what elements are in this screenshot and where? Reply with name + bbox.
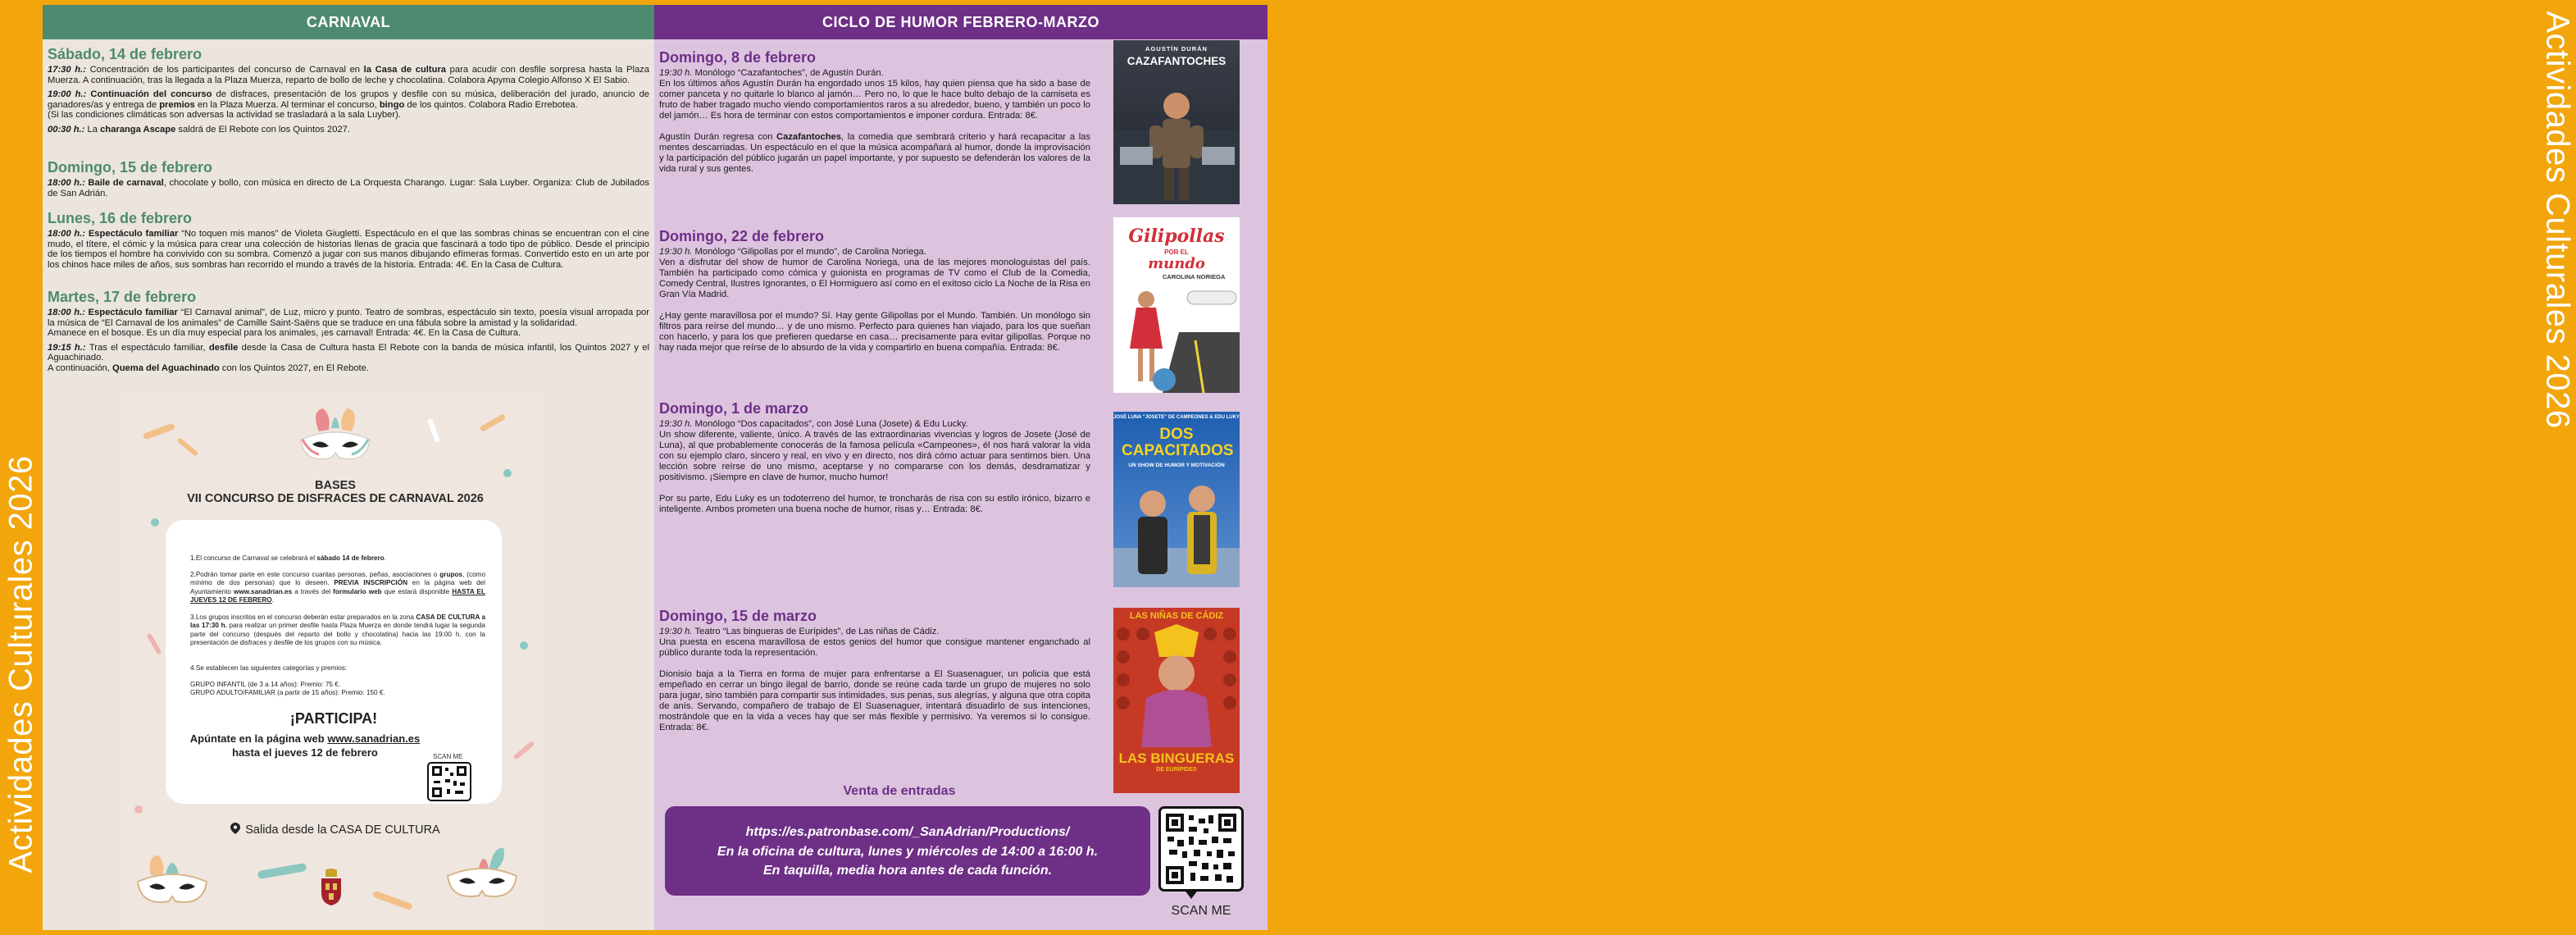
flyer-heading-bases: BASES — [315, 479, 356, 492]
right-side-band — [1268, 0, 2576, 935]
day-sabado-14 — [48, 46, 649, 139]
poster-artist: JOSÉ LUNA "JOSETE" DE CAMPEONES & EDU LUKY — [1113, 415, 1240, 420]
event-domingo-15-marzo — [659, 608, 1090, 744]
scan-me-label: SCAN ME — [433, 753, 463, 760]
poster-title: CAZAFANTOCHES — [1126, 55, 1227, 67]
confetti-streamer — [427, 418, 440, 443]
poster-cazafantoches — [1113, 40, 1240, 204]
signup-text-line2: hasta el jueves 12 de febrero — [232, 746, 378, 759]
rules-card — [166, 520, 502, 804]
tickets-box — [665, 806, 1150, 896]
prize-infantil: GRUPO INFANTIL (de 3 a 14 años): Premio: 75 €. — [190, 681, 341, 688]
confetti-dot — [134, 805, 143, 814]
prize-adulto: GRUPO ADULTO/FAMILIAR (a partir de 15 años): Premio: 150 €. — [190, 689, 385, 696]
humor-header: CICLO DE HUMOR FEBRERO-MARZO — [654, 5, 1268, 39]
day-martes-17 — [48, 289, 649, 378]
signup-website-link[interactable]: www.sanadrian.es — [327, 732, 421, 745]
carnaval-panel — [43, 5, 654, 930]
departure-text: Salida desde la CASA DE CULTURA — [245, 823, 440, 837]
qr-code-icon — [1166, 814, 1236, 884]
event-paragraph: Por su parte, Edu Luky es un todoterreno del humor, te troncharás de risa con su estilo irónico, bizarro e inteligente. Ambos prometen una buena noche de humor, risas y… Entrada: 8€. — [659, 494, 1090, 514]
day-title: Lunes, 16 de febrero — [48, 210, 193, 226]
day-title: Martes, 17 de febrero — [48, 289, 197, 305]
poster-title: mundo — [1148, 255, 1205, 272]
tickets-qr-code-icon[interactable] — [1158, 806, 1244, 892]
event-paragraph: 19:30 h. Monólogo “Cazafantoches”, de Agustín Durán. En los últimos años Agustín Durán ha engordado unos 15 kilos, hay quien piensa que ha sido a base de comer panceta y no quitarle lo blanco al jamón… Pero no, lo que le hace bulto debajo de la camiseta es fruto de haber tragado mucho viendo comportamientos raros a su alrededor, bueno, y también un poco lo del jamón… Es hora de terminar con estos comportamientos e imponer cordura. Entrada: 8€. — [659, 68, 1090, 121]
signup-text — [174, 732, 436, 759]
carnival-mask-icon — [294, 407, 376, 469]
side-title-right: Actividades Culturales 2026 — [2539, 11, 2576, 429]
poster-dos-capacitados — [1113, 412, 1240, 587]
event-domingo-1-marzo — [659, 400, 1090, 526]
participa-heading: ¡PARTICIPA! — [289, 710, 378, 727]
confetti-dot — [503, 469, 512, 477]
event-title: Domingo, 8 de febrero — [659, 49, 817, 66]
confetti-streamer — [177, 437, 199, 457]
poster-artist: CAROLINA NORIEGA — [1163, 273, 1226, 280]
departure-note — [126, 823, 544, 837]
rule-item: 2.Podrán tomar parte en este concurso cuantas personas, peñas, asociaciones o grupos, (como mínimo de dos personas) que lo deseen. PREVIA INSCRIPCIÓN en la página web del Ayuntamiento www.sanadrian.es a través del formulario web que estará disponible HASTA EL JUEVES 12 DE FEBRERO. — [190, 571, 486, 604]
event-paragraph: 19:30 h. Teatro “Las bingueras de Eurípides”, de Las niñas de Cádiz. Una puesta en escena maravillosa de estos genios del humor que consigue mantener enganchado al público durante toda la representación. — [659, 627, 1090, 658]
poster-artist: LAS NIÑAS DE CÁDIZ — [1129, 611, 1224, 621]
carnival-contest-flyer — [126, 395, 544, 928]
confetti-dot — [151, 518, 159, 527]
event-domingo-22 — [659, 228, 1090, 364]
confetti-streamer — [146, 632, 162, 654]
qr-code-icon[interactable] — [428, 763, 471, 800]
event-paragraph: 19:30 h. Monólogo “Gilipollas por el mundo”, de Carolina Noriega. Ven a disfrutar del show de humor de Carolina Noriega, una de las mejores monologuistas del país. También ha participado como cómica y guionista en programas de TV como el Club de la Comedia, Comedy Central, Ilustres Ignorantes, o El Hormiguero así como en el exitoso ciclo La Noche de la Risa en Gran Vía Madrid. — [659, 247, 1090, 299]
signup-text-line1: Apúntate en la página web — [189, 732, 328, 745]
event-paragraph: 17:30 h.: Concentración de los participantes del concurso de Carnaval en la Casa de cultura para acudir con desfile sorpresa hasta la Plaza Muerza. A continuación, tras la llegada a la Plaza Muerza, reparto de bollo de leche y chocolatina. Colabora Apyma Colegio Alfonso X El Sabio. — [48, 65, 649, 85]
event-domingo-8 — [659, 49, 1090, 185]
day-lunes-16 — [48, 210, 649, 274]
confetti-streamer — [513, 741, 535, 760]
event-paragraph: 19:15 h.: Tras el espectáculo familiar, desfile desde la Casa de Cultura hasta El Rebote con la banda de música infantil, los Quintos 2027 y el Aguachinado. A continuación, Quema del Aguachinado con los Quintos 2027, en El Rebote. — [48, 342, 649, 373]
day-title: Domingo, 15 de febrero — [48, 159, 213, 176]
event-title: Domingo, 22 de febrero — [659, 228, 825, 244]
poster-title: LAS BINGUERAS — [1118, 750, 1235, 766]
event-paragraph: 18:00 h.: Espectáculo familiar “El Carnaval animal”, de Luz, micro y punto. Teatro de sombras, espectáculo sin texto, poesía visual arropada por la música de “El Carnaval de los animales” de Camille Saint-Saëns que se traduce en una fábula sobre la amistad y la solidaridad. Amanece en el bosque. Es un día muy especial para los animales, ¡es carnaval! Entrada: 4€. En la Casa de Cultura. — [48, 308, 650, 339]
poster-artist: AGUSTÍN DURÁN — [1145, 45, 1208, 52]
comedians-figure-image — [1113, 474, 1240, 587]
town-coat-of-arms-icon — [319, 867, 344, 906]
poster-las-bingueras — [1113, 608, 1240, 793]
tickets-box-office: En taquilla, media hora antes de cada función. — [762, 864, 1053, 878]
event-paragraph: 18:00 h.: Baile de carnaval, chocolate y bollo, con música en directo de La Orquesta Charango. Lugar: Sala Luyber. Organiza: Club de Jubilados de San Adrián. — [48, 178, 650, 198]
rule-item: 1.El concurso de Carnaval se celebrará el sábado 14 de febrero. — [190, 554, 386, 562]
poster-gilipollas — [1113, 217, 1240, 393]
rule-item: 4.Se establecen las siguientes categorías y premios: — [190, 664, 348, 672]
event-title: Domingo, 1 de marzo — [659, 400, 809, 417]
tickets-title: Venta de entradas — [843, 784, 956, 798]
comedian-figure-image — [1113, 283, 1240, 393]
carnival-mask-icon — [444, 845, 520, 905]
confetti-streamer — [143, 422, 175, 440]
poster-title: DOS CAPACITADOS — [1122, 426, 1234, 459]
tickets-scan-me-label: SCAN ME — [1171, 904, 1231, 918]
flyer-heading-contest: VII CONCURSO DE DISFRACES DE CARNAVAL 2026 — [187, 492, 484, 505]
tickets-url-link[interactable]: https://es.patronbase.com/_SanAdrian/Productions/ — [745, 825, 1070, 839]
event-paragraph: 00:30 h.: La charanga Ascape saldrá de El Rebote con los Quintos 2027. — [48, 124, 351, 135]
comedian-figure-image — [1113, 73, 1240, 204]
day-title: Sábado, 14 de febrero — [48, 46, 203, 62]
side-title-left: Actividades Culturales 2026 — [2, 455, 39, 873]
day-domingo-15 — [48, 159, 649, 203]
event-paragraph: 19:30 h. Monólogo “Dos capacitados”, con José Luna (Josete) & Edu Lucky. Un show diferente, valiente, único. A través de las extraordinarias vivencias y logros de Josete (José de Luna), al que probablemente conocerás de la famosa película «Campeones», él nos hará valorar la vida con su ejemplo claro, sincero y real, en vivo y en directo, nos dirá cómo actuar para sentirnos bien. Una lección sobre reírse de uno mismo, aceptarse y no compararse con los demás, desdramatizar y positivismo. ¡Siempre en clave de humor, mucho humor! — [659, 419, 1090, 482]
confetti-streamer — [480, 413, 507, 432]
confetti-streamer — [257, 863, 307, 879]
poster-subtitle: UN SHOW DE HUMOR Y MOTIVACIÓN — [1128, 463, 1225, 468]
humor-panel — [654, 5, 1268, 930]
event-title: Domingo, 15 de marzo — [659, 608, 817, 624]
flyer-heading — [126, 479, 544, 505]
confetti-dot — [520, 641, 528, 650]
location-pin-icon — [230, 823, 240, 834]
poster-subtitle: DE EURÍPIDES — [1156, 767, 1197, 773]
left-side-band — [0, 0, 43, 935]
confetti-streamer — [372, 891, 413, 911]
event-paragraph: 19:00 h.: Continuación del concurso de disfraces, presentación de los grupos y desfile con su música, deliberación del jurado, anuncio de ganadores/as y entrega de premios en la Plaza Muerza. Al terminar el concurso, bingo de los quintos. Colabora Radio Errebotea. (Si las condiciones climáticas son adversas la actividad se trasladará a la sala Luyber). — [48, 89, 650, 121]
carnival-mask-icon — [134, 851, 210, 911]
event-paragraph: ¿Hay gente maravillosa por el mundo? Sí. Hay gente Gilipollas por el Mundo. También. Un monólogo sin filtros para reírse del mundo… y de uno mismo. Perfecto para quienes han viajado, para los que sueñan con hacerlo, y para los que prefieren quedarse en casa… precisamente para evitar gilipollas. Porque no hay nada mejor que reírse de lo absurdo de la vida y compartirlo en buena compañía. Entrada: 8€. — [659, 311, 1090, 353]
event-paragraph: Dionisio baja a la Tierra en forma de mujer para enfrentarse a El Suasenaguer, un policía que está empeñado en cerrar un bingo ilegal de barrio, donde se reúne cada tarde un grupo de mujeres no solo para jugar, sino también para compartir sus intimidades, sus penas, sus alegrías, y alguna que otra copita de anís. Servando, compañero de trabajo de El Suasenaguer, intentará disuadirlo de sus intenciones, mostrándole que en la vida a veces hay que ser más flexible y permisivo. Ya veremos si lo consigue. Entrada: 8€. — [659, 669, 1090, 732]
rule-item: 3.Los grupos inscritos en el concurso deberán estar preparados en la zona CASA DE CULTURA a las 17:30 h. para realizar un primer desfile hasta Plaza Muerza en donde tendrá lugar la segunda parte del concurso (después del reparto del bollo y chocolatina) hacia las 19:00 h. con la presentación de disfraces y desfile de los grupos con su música. — [190, 613, 485, 646]
event-paragraph: 18:00 h.: Espectáculo familiar “No toquen mis manos” de Violeta Giugletti. Espectáculo en el que las sombras chinas se encuentran con el cine mudo, el títere, el cómic y la música para crear una colección de historias llenas de gracia que fascinará a todo tipo de público. Desde el principio de los tiempos el hombre ha convivido con su sombra. Comenzó a jugar con sus manos dibujando efímeras formas. Convertido esto en un arte por los chinos hace miles de años, sus sombras han recorrido el mundo a través de la historia. Entrada: 4€. En la Casa de Cultura. — [48, 229, 649, 270]
carnaval-header: CARNAVAL — [43, 5, 654, 39]
poster-title-small: POR EL — [1164, 249, 1189, 256]
poster-title: Gilipollas — [1128, 226, 1225, 247]
tickets-office-hours: En la oficina de cultura, lunes y miércoles de 14:00 a 16:00 h. — [717, 844, 1099, 859]
event-paragraph: Agustín Durán regresa con Cazafantoches, la comedia que sembrará criterio y hará recapacitar a las mentes descarriadas. Un espectáculo en el que la música acompañará al humor, donde la improvisación y la participación del público jugarán un papel importante, y por supuesto se defenderán los valores de la vida rural y sus gentes. — [659, 132, 1090, 174]
